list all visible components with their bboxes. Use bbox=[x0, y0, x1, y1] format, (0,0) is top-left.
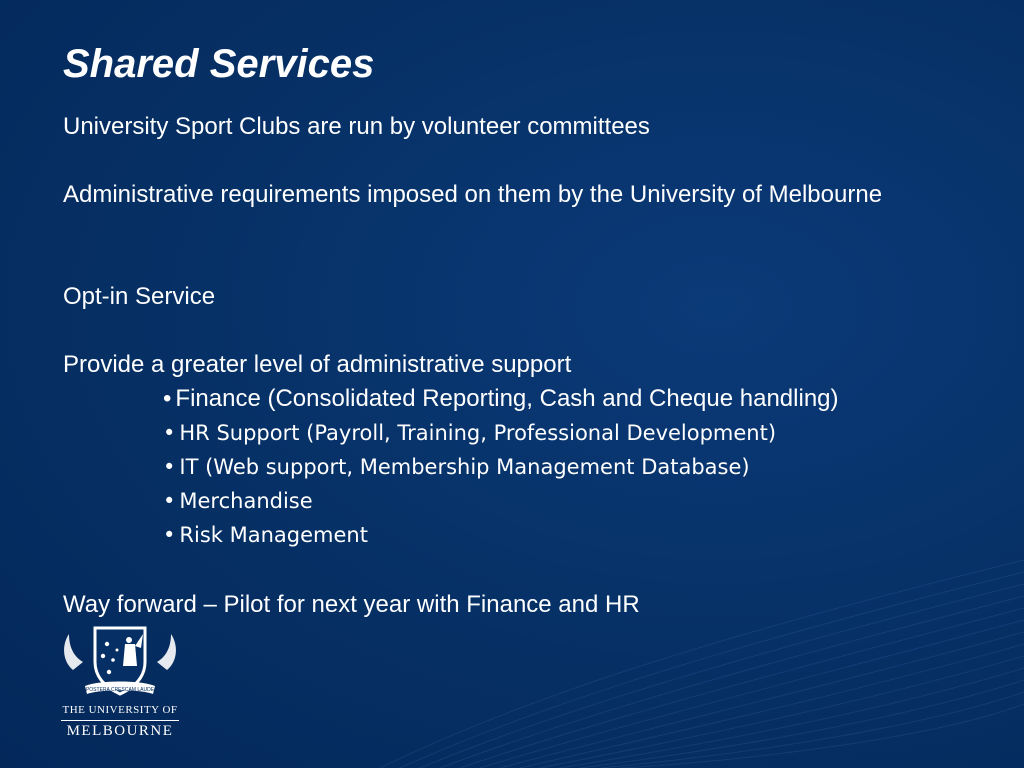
paragraph-administrative-support: Provide a greater level of administrative support bbox=[63, 351, 572, 378]
paragraph-volunteer-committees: University Sport Clubs are run by volunteer committees bbox=[63, 113, 650, 140]
bullet-dot: • bbox=[163, 489, 176, 513]
bullet-text: Finance (Consolidated Reporting, Cash and Cheque handling) bbox=[175, 385, 839, 412]
bullet-item-risk-management bbox=[163, 518, 839, 552]
bullet-item-hr bbox=[163, 416, 839, 450]
bullet-text: IT (Web support, Membership Management Database) bbox=[179, 455, 750, 479]
bullet-item-it bbox=[163, 450, 839, 484]
logo-text-the-university-of: THE UNIVERSITY OF bbox=[62, 704, 178, 716]
bullet-dot: • bbox=[163, 455, 176, 479]
paragraph-administrative-requirements: Administrative requirements imposed on them by the University of Melbourne bbox=[63, 181, 883, 208]
support-bullet-list bbox=[163, 382, 839, 552]
bullet-dot: • bbox=[163, 523, 176, 547]
bullet-text: HR Support (Payroll, Training, Professional Development) bbox=[179, 421, 777, 445]
paragraph-opt-in-service: Opt-in Service bbox=[63, 283, 216, 310]
logo-divider bbox=[61, 720, 179, 721]
university-crest-icon bbox=[55, 622, 185, 704]
bullet-item-finance bbox=[163, 382, 839, 416]
university-logo bbox=[55, 622, 185, 752]
bullet-text: Merchandise bbox=[179, 489, 313, 513]
bullet-dot: • bbox=[163, 421, 176, 445]
bullet-dot: • bbox=[163, 385, 172, 412]
logo-text-melbourne: MELBOURNE bbox=[66, 723, 174, 739]
bullet-item-merchandise bbox=[163, 484, 839, 518]
paragraph-way-forward: Way forward – Pilot for next year with Finance and HR bbox=[63, 591, 640, 618]
crest-motto: POSTERA CRESCAM LAUDE bbox=[85, 687, 155, 693]
slide-title: Shared Services bbox=[63, 42, 375, 86]
bullet-text: Risk Management bbox=[179, 523, 368, 547]
